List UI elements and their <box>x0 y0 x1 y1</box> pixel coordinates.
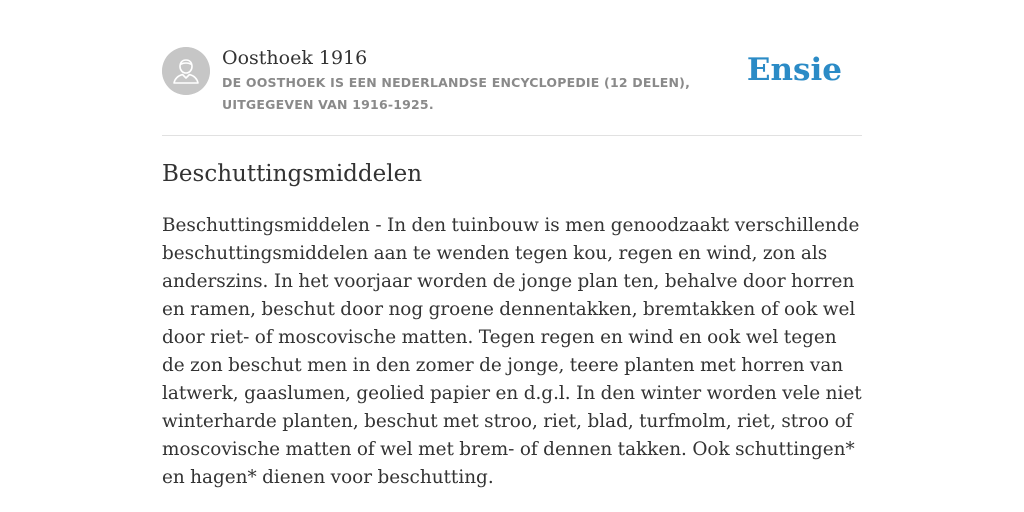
article-title: Beschuttingsmiddelen <box>162 161 423 187</box>
source-avatar <box>162 47 210 95</box>
source-name[interactable]: Oosthoek 1916 <box>222 47 368 69</box>
user-silhouette-icon <box>162 47 210 95</box>
source-description: DE OOSTHOEK IS EEN NEDERLANDSE ENCYCLOPEDIE (12 DELEN), UITGEGEVEN VAN 1916-1925. <box>222 75 691 112</box>
article-body: Beschuttingsmiddelen - In den tuinbouw is men genoodzaakt verschillende beschuttingsmiddelen aan te wenden tegen kou, regen en wind, zon als anderszins. In het voorjaar worden de jonge plan ten, behalve door horren en ramen, beschut door nog groene dennentakken, bremtakken of ook wel door riet- of moscovische matten. Tegen regen en wind en ook wel tegen de zon beschut men in den zomer de jonge, teere planten met horren van latwerk, gaaslumen, geolied papier en d.g.l. In den winter worden vele niet winterharde planten, beschut met stroo, riet, blad, turfmolm, riet, stroo of moscovische matten of wel met brem- of dennen takken. Ook schuttingen* en hagen* dienen voor beschutting. <box>162 215 862 488</box>
ensie-logo[interactable]: Ensie <box>746 52 842 88</box>
source-header <box>162 44 862 136</box>
